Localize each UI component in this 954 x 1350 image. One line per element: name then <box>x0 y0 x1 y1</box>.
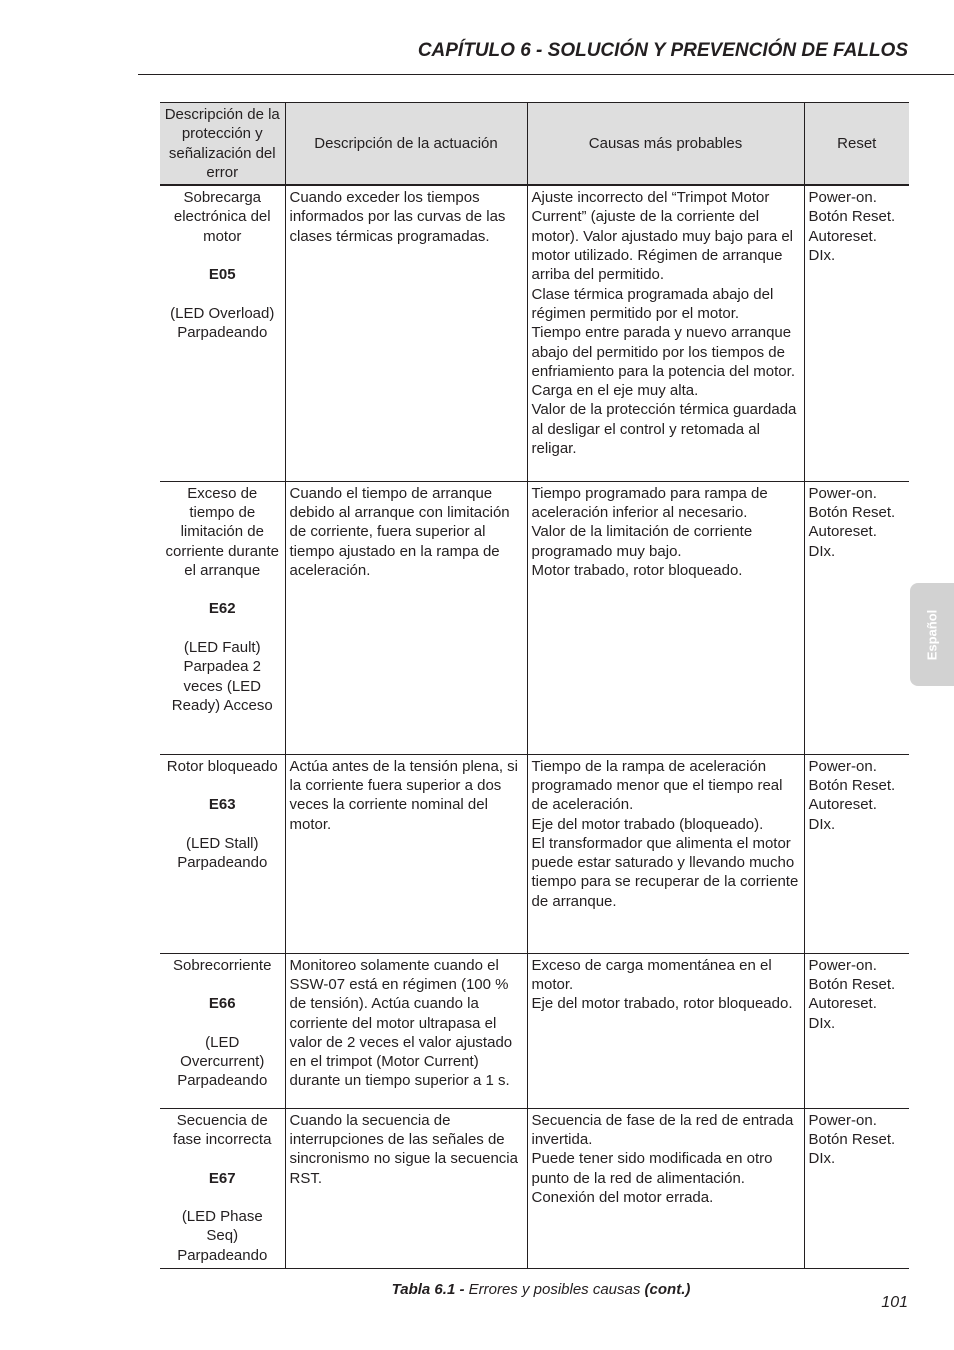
reset-option: Botón Reset. <box>808 975 896 993</box>
column-header-actuation: Descripción de la actuación <box>285 103 527 186</box>
caption-label: Tabla 6.1 - <box>391 1281 465 1298</box>
error-code: E05 <box>208 266 236 284</box>
protection-cell <box>160 1108 285 1268</box>
led-status: (LED Overcurrent) Parpadeando <box>177 1033 268 1090</box>
cause-item: Conexión del motor errada. <box>531 1188 714 1206</box>
reset-option: Power-on. <box>808 1111 877 1129</box>
error-name: Sobrecorriente <box>173 956 272 974</box>
reset-option: DIx. <box>808 247 836 265</box>
cause-item: Valor de la protección térmica guardada al desligar el control y retomada al religar. <box>531 401 797 458</box>
causes-cell <box>527 481 804 754</box>
error-code: E62 <box>208 600 236 618</box>
column-header-reset: Reset <box>804 103 909 186</box>
reset-option: Power-on. <box>808 484 877 502</box>
protection-cell <box>160 185 285 481</box>
reset-option: DIx. <box>808 1014 836 1032</box>
table-row <box>160 481 909 754</box>
cause-item: Motor trabado, rotor bloqueado. <box>531 561 743 579</box>
cause-item: Carga en el eje muy alta. <box>531 382 699 400</box>
reset-option: Botón Reset. <box>808 1130 896 1148</box>
page-number: 101 <box>881 1294 908 1311</box>
actuation-cell: Cuando exceder los tiempos informados por las curvas de las clases térmicas programadas. <box>285 185 527 481</box>
column-header-protection: Descripción de la protección y señalización del error <box>160 103 285 186</box>
table-header-row <box>160 103 909 186</box>
reset-option: Autoreset. <box>808 995 877 1013</box>
error-code: E66 <box>208 995 236 1013</box>
causes-cell <box>527 1108 804 1268</box>
led-status: (LED Stall) Parpadeando <box>177 834 268 872</box>
table-row <box>160 754 909 953</box>
table-caption <box>0 1281 954 1298</box>
reset-option: Power-on. <box>808 956 877 974</box>
protection-cell <box>160 754 285 953</box>
reset-option: Power-on. <box>808 189 877 207</box>
column-header-causes: Causas más probables <box>527 103 804 186</box>
cause-item: Clase térmica programada abajo del régimen permitido por el motor. <box>531 285 774 322</box>
language-tab <box>910 583 954 686</box>
cause-item: Eje del motor trabado (bloqueado). <box>531 815 764 833</box>
cause-item: Tiempo de la rampa de aceleración programado menor que el tiempo real de aceleración. <box>531 757 783 814</box>
actuation-cell: Cuando la secuencia de interrupciones de las señales de sincronismo no sigue la secuencia RST. <box>285 1108 527 1268</box>
reset-option: DIx. <box>808 1150 836 1168</box>
causes-cell <box>527 754 804 953</box>
table-row <box>160 1108 909 1268</box>
header-rule <box>138 74 954 75</box>
causes-cell <box>527 185 804 481</box>
reset-option: Power-on. <box>808 757 877 775</box>
error-code: E67 <box>208 1169 236 1187</box>
reset-option: Autoreset. <box>808 227 877 245</box>
cause-item: Eje del motor trabado, rotor bloqueado. <box>531 995 793 1013</box>
cause-item: Puede tener sido modificada en otro punto de la red de alimentación. <box>531 1150 773 1187</box>
cause-item: El transformador que alimenta el motor puede estar saturado y llevando mucho tiempo para se recuperar de la corriente de arranque. <box>531 834 799 910</box>
errors-table <box>160 102 909 1269</box>
causes-cell <box>527 953 804 1108</box>
reset-option: DIx. <box>808 542 836 560</box>
caption-text: Errores y posibles causas <box>464 1281 645 1298</box>
led-status: (LED Fault) Parpadea 2 veces (LED Ready) Acceso <box>171 639 273 714</box>
cause-item: Secuencia de fase de la red de entrada invertida. <box>531 1111 794 1148</box>
reset-option: Autoreset. <box>808 796 877 814</box>
error-code: E63 <box>208 796 236 814</box>
table-row <box>160 953 909 1108</box>
actuation-cell: Cuando el tiempo de arranque debido al arranque con limitación de corriente, fuera superior al tiempo ajustado en la rampa de aceleración. <box>285 481 527 754</box>
protection-cell <box>160 481 285 754</box>
reset-option: DIx. <box>808 815 836 833</box>
error-name: Sobrecarga electrónica del motor <box>173 189 271 245</box>
reset-cell <box>804 953 909 1108</box>
actuation-cell: Monitoreo solamente cuando el SSW-07 está en régimen (100 % de tensión). Actúa cuando la corriente del motor ultrapasa el valor de 2 veces el valor ajustado en el trimpot (Motor Current) durante un tiempo superior a 1 s. <box>285 953 527 1108</box>
led-status: (LED Overload) Parpadeando <box>170 304 275 342</box>
reset-option: Botón Reset. <box>808 776 896 794</box>
actuation-cell: Actúa antes de la tensión plena, si la corriente fuera superior a dos veces la corriente nominal del motor. <box>285 754 527 953</box>
reset-option: Autoreset. <box>808 523 877 541</box>
reset-cell <box>804 754 909 953</box>
led-status: (LED Phase Seq) Parpadeando <box>177 1208 268 1264</box>
reset-option: Botón Reset. <box>808 503 896 521</box>
reset-cell <box>804 185 909 481</box>
caption-suffix: (cont.) <box>644 1281 691 1298</box>
cause-item: Tiempo programado para rampa de aceleración inferior al necesario. <box>531 484 768 521</box>
chapter-title: CAPÍTULO 6 - SOLUCIÓN Y PREVENCIÓN DE FALLOS <box>417 40 908 61</box>
cause-item: Exceso de carga momentánea en el motor. <box>531 956 772 993</box>
language-tab-label: Español <box>924 609 940 660</box>
reset-cell <box>804 481 909 754</box>
protection-cell <box>160 953 285 1108</box>
reset-cell <box>804 1108 909 1268</box>
cause-item: Ajuste incorrecto del “Trimpot Motor Current” (ajuste de la corriente del motor). Valor ajustado muy bajo para el motor utilizado. Régimen de arranque arriba del permitido. <box>531 189 794 284</box>
cause-item: Tiempo entre parada y nuevo arranque abajo del permitido por los tiempos de enfriamiento para la potencia del motor. <box>531 324 795 380</box>
error-name: Rotor bloqueado <box>166 757 278 775</box>
cause-item: Valor de la limitación de corriente programado muy bajo. <box>531 523 753 560</box>
error-name: Secuencia de fase incorrecta <box>173 1111 272 1148</box>
error-name: Exceso de tiempo de limitación de corriente durante el arranque <box>165 484 279 579</box>
table-row <box>160 185 909 481</box>
reset-option: Botón Reset. <box>808 208 896 226</box>
